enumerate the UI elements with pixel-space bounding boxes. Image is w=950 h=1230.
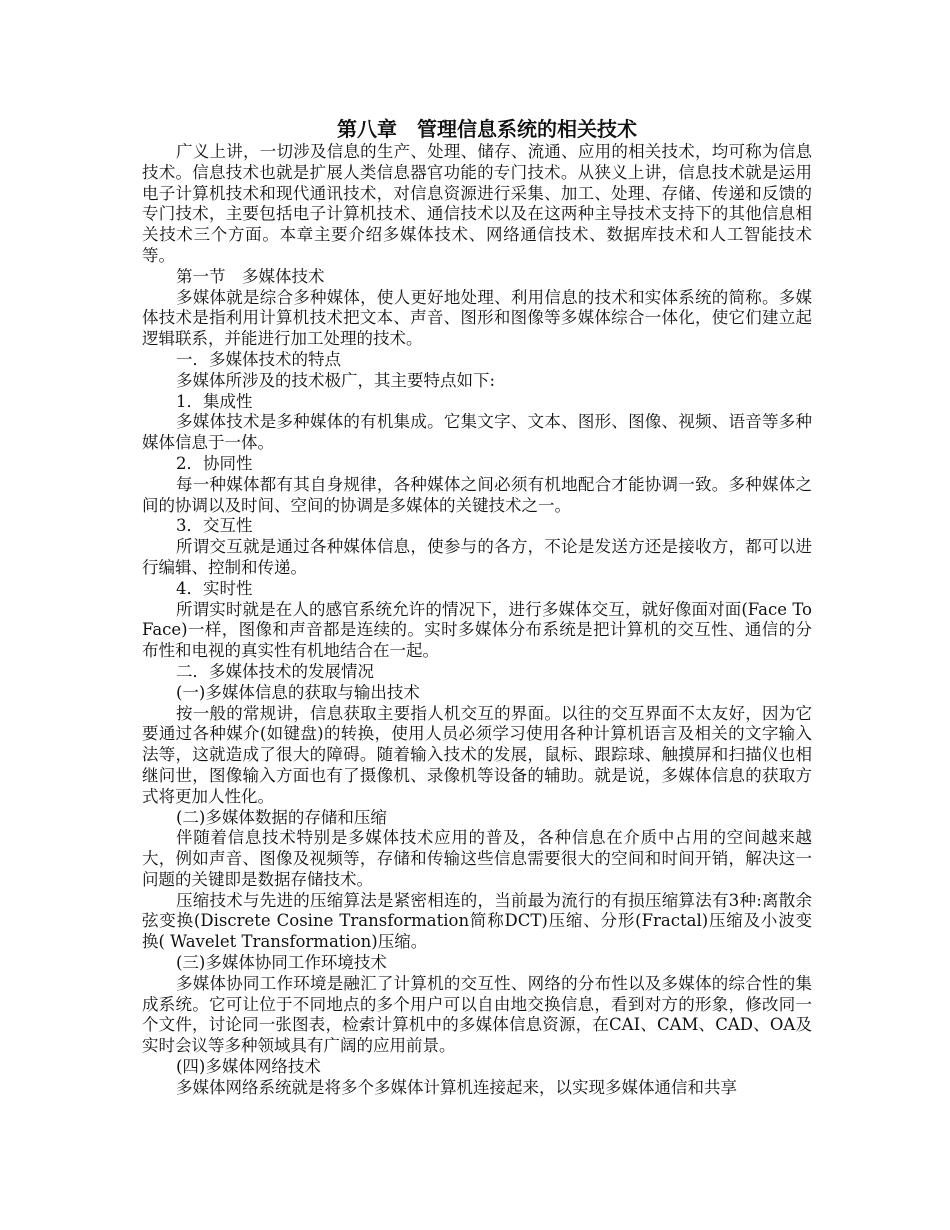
list-item-heading: 2．协同性 xyxy=(176,453,253,473)
topic-heading: (三)多媒体协同工作环境技术 xyxy=(176,953,387,973)
list-item-heading: 3．交互性 xyxy=(176,516,253,536)
topic-heading: (一)多媒体信息的获取与输出技术 xyxy=(176,682,420,702)
body-paragraph: 按一般的常规讲，信息获取主要指人机交互的界面。以往的交互界面不太友好，因为它要通过各种媒介(如键盘)的转换，使用人员必须学习使用各种计算机语言及相关的文字输入法等，这就造成了很大的障碍。随着输入技术的发展，鼠标、跟踪球、触摸屏和扫描仪也相继问世，图像输入方面也有了摄像机、录像机等设备的辅助。就是说，多媒体信息的获取方式将更加人性化。 xyxy=(142,703,812,806)
intro-paragraph: 广义上讲，一切涉及信息的生产、处理、储存、流通、应用的相关技术，均可称为信息技术。信息技术也就是扩展人类信息器官功能的专门技术。从狭义上讲，信息技术就是运用电子计算机技术和现代通讯技术，对信息资源进行采集、加工、处理、存储、传递和反馈的专门技术，主要包括电子计算机技术、通信技术以及在这两种主导技术支持下的其他信息相关技术三个方面。本章主要介绍多媒体技术、网络通信技术、数据库技术和人工智能技术等。 xyxy=(142,142,812,265)
topic-heading: (四)多媒体网络技术 xyxy=(176,1057,321,1077)
body-paragraph: 多媒体协同工作环境是融汇了计算机的交互性、网络的分布性以及多媒体的综合性的集成系统。它可让位于不同地点的多个用户可以自由地交换信息，看到对方的形象，修改同一个文件，讨论同一张图表，检索计算机中的多媒体信息资源，在CAI、CAM、CAD、OA及实时会议等多种领域具有广阔的应用前景。 xyxy=(142,973,812,1056)
body-paragraph: 每一种媒体都有其自身规律，各种媒体之间必须有机地配合才能协调一致。多种媒体之间的协调以及时间、空间的协调是多媒体的关键技术之一。 xyxy=(142,474,812,515)
body-paragraph: 所谓实时就是在人的感官系统允许的情况下，进行多媒体交互，就好像面对面(Face To Face)一样，图像和声音都是连续的。实时多媒体分布系统是把计算机的交互性、通信的分布性和电视的真实性有机地结合在一起。 xyxy=(142,599,812,661)
list-item-heading: 1．集成性 xyxy=(176,391,253,411)
body-paragraph: 伴随着信息技术特别是多媒体技术应用的普及，各种信息在介质中占用的空间越来越大，例如声音、图像及视频等，存储和传输这些信息需要很大的空间和时间开销，解决这一问题的关键即是数据存储技术。 xyxy=(142,828,812,889)
subsection-heading: 二．多媒体技术的发展情况 xyxy=(176,661,374,681)
subsection-heading: 一．多媒体技术的特点 xyxy=(176,349,341,369)
topic-heading: (二)多媒体数据的存储和压缩 xyxy=(176,807,387,827)
chapter-title: 第八章 管理信息系统的相关技术 xyxy=(337,117,637,141)
body-paragraph: 压缩技术与先进的压缩算法是紧密相连的，当前最为流行的有损压缩算法有3种:离散余弦变换(Discrete Cosine Transformation简称DCT)压缩、分形(Fractal)压缩及小波变换( Wavelet Transformation)压缩。 xyxy=(142,890,812,952)
body-paragraph: 多媒体就是综合多种媒体，使人更好地处理、利用信息的技术和实体系统的简称。多媒体技术是指利用计算机技术把文本、声音、图形和图像等多媒体综合一体化，使它们建立起逻辑联系，并能进行加工处理的技术。 xyxy=(142,287,812,349)
document-body xyxy=(142,116,812,1099)
body-paragraph: 多媒体所涉及的技术极广，其主要特点如下: xyxy=(176,370,496,390)
body-paragraph: 所谓交互就是通过各种媒体信息，使参与的各方，不论是发送方还是接收方，都可以进行编辑、控制和传递。 xyxy=(142,537,812,577)
body-paragraph: 多媒体网络系统就是将多个多媒体计算机连接起来，以实现多媒体通信和共享 xyxy=(176,1077,737,1097)
section-heading: 第一节 多媒体技术 xyxy=(176,266,325,286)
body-paragraph: 多媒体技术是多种媒体的有机集成。它集文字、文本、图形、图像、视频、语音等多种媒体信息于一体。 xyxy=(142,412,812,453)
list-item-heading: 4．实时性 xyxy=(176,578,253,598)
